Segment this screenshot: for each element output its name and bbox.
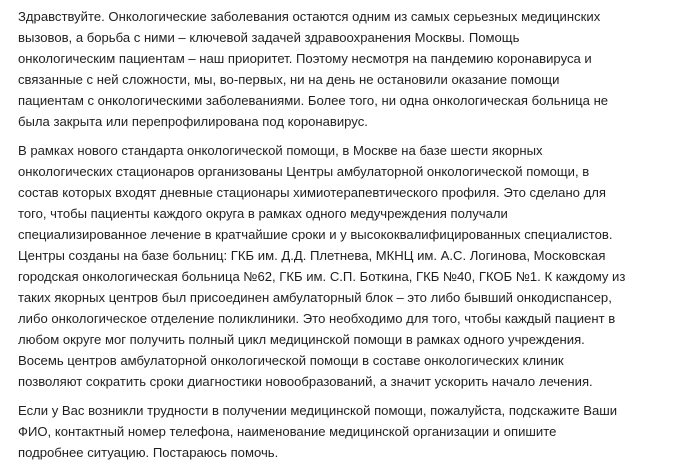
text-line: Здравствуйте. Онкологические заболевания остаются одним из самых серьезных медицинских — [18, 9, 601, 24]
text-line: Если у Вас возникли трудности в получении медицинской помощи, пожалуйста, подскажите Ваши — [18, 403, 618, 418]
text-line: подробнее ситуацию. Постараюсь помочь. — [18, 445, 279, 460]
text-line: таких якорных центров был присоединен амбулаторный блок – это либо бывший онкодиспансер, — [18, 290, 612, 305]
text-line: была закрыта или перепрофилирована под коронавирус. — [18, 114, 368, 129]
paragraph-greeting — [18, 6, 682, 132]
text-line: Восемь центров амбулаторной онкологической помощи в составе онкологических клиник — [18, 353, 564, 368]
paragraph-contact-request — [18, 400, 682, 463]
text-line: В рамках нового стандарта онкологической помощи, в Москве на базе шести якорных — [18, 143, 543, 158]
text-line: городская онкологическая больница №62, ГКБ им. С.П. Боткина, ГКБ №40, ГКОБ №1. К каждому из — [18, 269, 626, 284]
text-line: любом округе мог получить полный цикл медицинской помощи в рамках одного учреждения. — [18, 332, 585, 347]
text-line: того, чтобы пациенты каждого округа в рамках одного медучреждения получали — [18, 206, 508, 221]
text-line: состав которых входят дневные стационары химиотерапевтического профиля. Это сделано для — [18, 185, 606, 200]
paragraph-ambulatory-centers — [18, 140, 682, 392]
text-line: либо онкологическое отделение поликлиники. Это необходимо для того, чтобы каждый пациент в — [18, 311, 616, 326]
document-body — [18, 6, 682, 471]
text-line: пациентам с онкологическими заболеваниями. Более того, ни одна онкологическая больница не — [18, 93, 609, 108]
text-line: ФИО, контактный номер телефона, наименование медицинской организации и опишите — [18, 424, 557, 439]
text-line: онкологическим пациентам – наш приоритет. Поэтому несмотря на пандемию коронавируса и — [18, 51, 592, 66]
text-line: онкологических стационаров организованы Центры амбулаторной онкологической помощи, в — [18, 164, 590, 179]
text-line: Центры созданы на базе больниц: ГКБ им. Д.Д. Плетнева, МКНЦ им. А.С. Логинова, Московская — [18, 248, 606, 263]
text-line: позволяют сократить сроки диагностики новообразований, а значит ускорить начало лечения. — [18, 374, 593, 389]
text-line: связанные с ней сложности, мы, во-первых, ни на день не остановили оказание помощи — [18, 72, 560, 87]
text-line: специализированное лечение в кратчайшие сроки и у высококвалифицированных специалистов. — [18, 227, 613, 242]
text-line: вызовов, а борьба с ними – ключевой задачей здравоохранения Москвы. Помощь — [18, 30, 520, 45]
